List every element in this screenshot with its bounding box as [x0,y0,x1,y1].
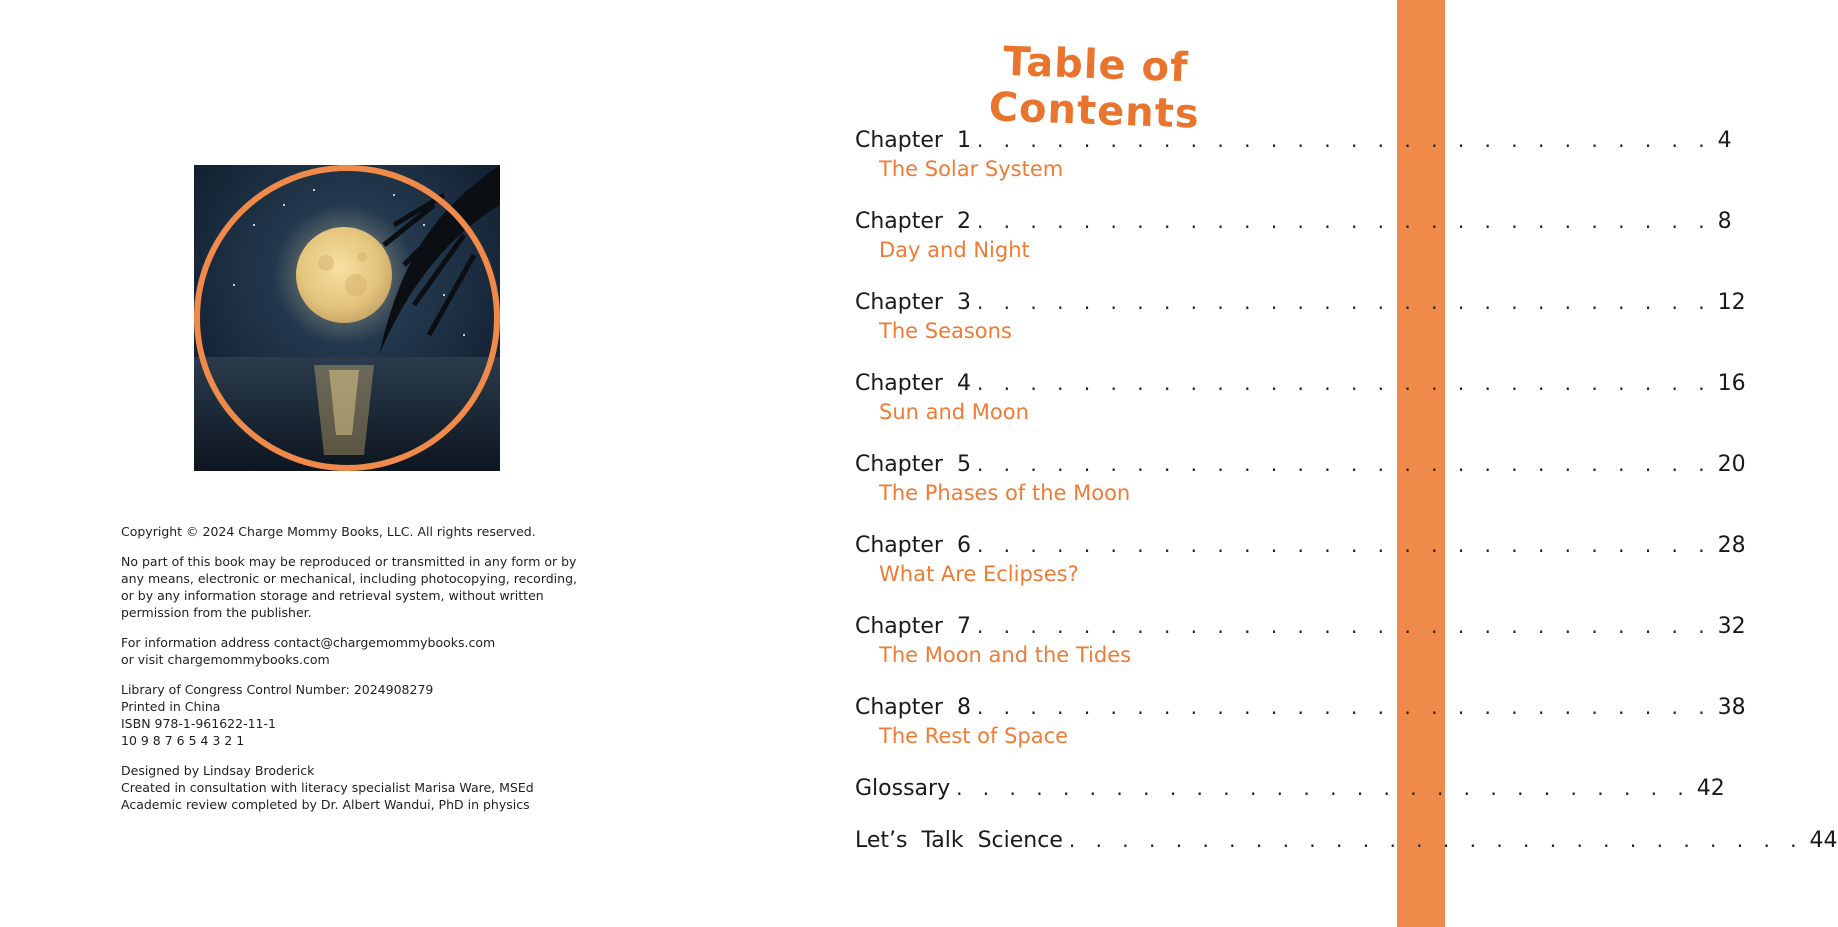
toc-entry-glossary [855,776,1725,810]
publication-line: Printed in China [121,699,221,714]
dot-leader: . . . . . . . . . . . . . . . . . . . . . . . . . . . . [976,371,1712,395]
toc-page-number: 20 [1717,452,1746,477]
toc-entry-lets-talk-science [855,828,1838,862]
dot-leader: . . . . . . . . . . . . . . . . . . . . . . . . . . . . [976,209,1712,233]
rights-line: permission from the publisher. [121,605,312,620]
toc-entry-label: Chapter 8 [855,695,971,720]
publication-line: Library of Congress Control Number: 2024908279 [121,682,434,697]
toc-entry-label: Chapter 4 [855,371,971,396]
chapter-subtitle: The Moon and the Tides [879,643,1132,667]
toc-entry-chapter-2 [855,209,1732,262]
toc-page-number: 8 [1717,209,1732,234]
moon-ocean-photo [194,165,500,471]
toc-entry-label: Chapter 6 [855,533,971,558]
toc-entry-label: Chapter 1 [855,128,971,153]
toc-page-number: 4 [1717,128,1732,153]
dot-leader: . . . . . . . . . . . . . . . . . . . . . . . . . . . . [1068,828,1804,852]
copyright-block [121,523,591,826]
chapter-subtitle: Sun and Moon [879,400,1029,424]
publication-line: 10 9 8 7 6 5 4 3 2 1 [121,733,245,748]
toc-entry-chapter-1 [855,128,1732,181]
toc-entry-label: Chapter 3 [855,290,971,315]
toc-page-number: 12 [1717,290,1746,315]
toc-entry-chapter-5 [855,452,1746,505]
rights-line: any means, electronic or mechanical, including photocopying, recording, [121,571,577,586]
toc-page-number: 42 [1696,776,1725,801]
toc-entry-chapter-7 [855,614,1746,667]
rights-line: or by any information storage and retrieval system, without written [121,588,544,603]
contact-line: or visit chargemommybooks.com [121,652,330,667]
toc-page-number: 28 [1717,533,1746,558]
contact-line: For information address contact@chargemommybooks.com [121,635,496,650]
toc-page-number: 38 [1717,695,1746,720]
toc-page-number: 16 [1717,371,1746,396]
chapter-subtitle: What Are Eclipses? [879,562,1079,586]
toc-entry-chapter-3 [855,290,1746,343]
credits-line: Designed by Lindsay Broderick [121,763,315,778]
credits-line: Created in consultation with literacy specialist Marisa Ware, MSEd [121,780,534,795]
dot-leader: . . . . . . . . . . . . . . . . . . . . . . . . . . . . [976,614,1712,638]
toc-entry-label: Chapter 7 [855,614,971,639]
chapter-subtitle: The Phases of the Moon [879,481,1131,505]
dot-leader: . . . . . . . . . . . . . . . . . . . . . . . . . . . . [976,695,1712,719]
dot-leader: . . . . . . . . . . . . . . . . . . . . . . . . . . . . [956,776,1691,800]
publication-line: ISBN 978-1-961622-11-1 [121,716,276,731]
dot-leader: . . . . . . . . . . . . . . . . . . . . . . . . . . . . [976,533,1712,557]
dot-leader: . . . . . . . . . . . . . . . . . . . . . . . . . . . . [976,128,1712,152]
chapter-subtitle: The Rest of Space [879,724,1069,748]
toc-page-number: 32 [1717,614,1746,639]
toc-entry-label: Chapter 5 [855,452,971,477]
toc-entry-label: Chapter 2 [855,209,971,234]
toc-entry-chapter-8 [855,695,1746,748]
toc-entry-chapter-6 [855,533,1746,586]
rights-line: No part of this book may be reproduced or transmitted in any form or by [121,554,577,569]
credits-line: Academic review completed by Dr. Albert Wandui, PhD in physics [121,797,530,812]
dot-leader: . . . . . . . . . . . . . . . . . . . . . . . . . . . . [976,452,1712,476]
chapter-subtitle: The Seasons [879,319,1012,343]
toc-entry-label: Glossary [855,776,951,801]
toc-entry-chapter-4 [855,371,1746,424]
toc-entry-label: Let’s Talk Science [855,828,1063,853]
copyright-line: Copyright © 2024 Charge Mommy Books, LLC. All rights reserved. [121,524,536,539]
toc-title: Table of Contents [987,38,1201,138]
dot-leader: . . . . . . . . . . . . . . . . . . . . . . . . . . . . [976,290,1712,314]
chapter-subtitle: The Solar System [879,157,1064,181]
toc-page-number: 44 [1809,828,1838,853]
chapter-subtitle: Day and Night [879,238,1030,262]
